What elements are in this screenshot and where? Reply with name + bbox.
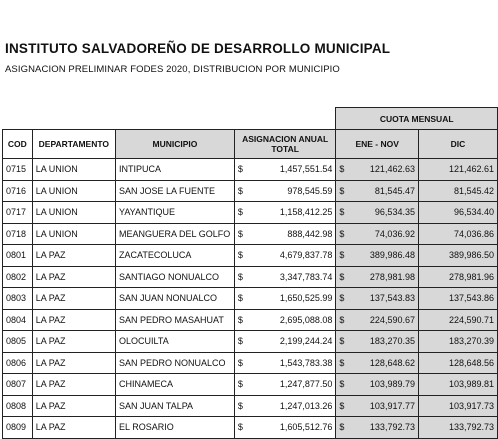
currency-symbol: $ (237, 314, 243, 325)
currency-symbol: $ (339, 357, 345, 368)
currency-symbol: $ (237, 228, 243, 239)
cell-municipio: CHINAMECA (116, 374, 235, 396)
currency-symbol: $ (339, 336, 345, 347)
table-row (3, 352, 498, 374)
cell-anual: 888,442.98 (287, 228, 333, 239)
cell-ene-nov: 103,989.79 (369, 379, 415, 390)
currency-symbol: $ (237, 336, 243, 347)
cell-cod: 0804 (3, 309, 33, 331)
cell-departamento: LA UNION (32, 159, 115, 181)
cell-cod: 0802 (3, 266, 33, 288)
cell-departamento: LA PAZ (32, 395, 115, 417)
cell-ene-nov: 128,648.62 (369, 357, 415, 368)
cell-municipio: INTIPUCA (116, 159, 235, 181)
cell-departamento: LA UNION (32, 223, 115, 245)
fodes-table (2, 107, 498, 439)
table-row (3, 417, 498, 439)
cell-cod: 0809 (3, 417, 33, 439)
currency-symbol: $ (339, 379, 345, 390)
cell-dic: 103,989.81 (448, 379, 494, 390)
cell-departamento: LA PAZ (32, 266, 115, 288)
cell-anual: 4,679,837.78 (279, 250, 333, 261)
cell-departamento: LA PAZ (32, 288, 115, 310)
currency-symbol: $ (237, 207, 243, 218)
cell-municipio: YAYANTIQUE (116, 202, 235, 224)
cell-ene-nov: 183,270.35 (369, 336, 415, 347)
cell-dic: 128,648.56 (448, 357, 494, 368)
table-row (3, 395, 498, 417)
header-departamento: DEPARTAMENTO (32, 130, 115, 159)
currency-symbol: $ (237, 250, 243, 261)
table-row (3, 180, 498, 202)
table-row (3, 245, 498, 267)
cell-ene-nov: 74,036.92 (374, 228, 415, 239)
currency-symbol: $ (237, 422, 243, 433)
cell-municipio: ZACATECOLUCA (116, 245, 235, 267)
cell-ene-nov: 224,590.67 (369, 314, 415, 325)
cell-dic: 74,036.86 (453, 228, 494, 239)
header-ene-nov: ENE - NOV (336, 130, 419, 159)
cell-dic: 183,270.39 (448, 336, 494, 347)
currency-symbol: $ (339, 185, 345, 196)
cell-cod: 0805 (3, 331, 33, 353)
table-row (3, 288, 498, 310)
currency-symbol: $ (339, 164, 345, 175)
cell-dic: 96,534.40 (453, 207, 494, 218)
cell-cod: 0717 (3, 202, 33, 224)
cell-municipio: SANTIAGO NONUALCO (116, 266, 235, 288)
cell-dic: 121,462.61 (448, 164, 494, 175)
header-dic: DIC (418, 130, 497, 159)
cell-cod: 0806 (3, 352, 33, 374)
currency-symbol: $ (237, 357, 243, 368)
cell-cod: 0715 (3, 159, 33, 181)
cell-municipio: SAN JOSE LA FUENTE (116, 180, 235, 202)
cell-dic: 133,792.73 (448, 422, 494, 433)
table-row (3, 202, 498, 224)
currency-symbol: $ (339, 314, 345, 325)
cell-departamento: LA PAZ (32, 352, 115, 374)
cell-departamento: LA PAZ (32, 374, 115, 396)
cell-anual: 1,247,013.26 (279, 400, 333, 411)
cell-cod: 0808 (3, 395, 33, 417)
cell-anual: 1,650,525.99 (279, 293, 333, 304)
table-row (3, 266, 498, 288)
currency-symbol: $ (339, 228, 345, 239)
currency-symbol: $ (237, 164, 243, 175)
cell-departamento: LA UNION (32, 180, 115, 202)
currency-symbol: $ (237, 400, 243, 411)
cell-anual: 2,695,088.08 (279, 314, 333, 325)
cell-cod: 0718 (3, 223, 33, 245)
table-row (3, 159, 498, 181)
cell-ene-nov: 96,534.35 (374, 207, 415, 218)
table-row (3, 331, 498, 353)
cell-anual: 3,347,783.74 (279, 271, 333, 282)
cell-dic: 224,590.71 (448, 314, 494, 325)
cell-municipio: OLOCUILTA (116, 331, 235, 353)
cell-anual: 1,543,783.38 (279, 357, 333, 368)
header-municipio: MUNICIPIO (116, 130, 235, 159)
cell-dic: 81,545.42 (453, 185, 494, 196)
currency-symbol: $ (339, 422, 345, 433)
cell-ene-nov: 81,545.47 (374, 185, 415, 196)
header-asignacion: ASIGNACION ANUAL TOTAL (234, 130, 335, 159)
cell-anual: 978,545.59 (287, 185, 333, 196)
cell-municipio: EL ROSARIO (116, 417, 235, 439)
currency-symbol: $ (339, 293, 345, 304)
cell-ene-nov: 103,917.77 (369, 400, 415, 411)
currency-symbol: $ (339, 400, 345, 411)
table-row (3, 374, 498, 396)
currency-symbol: $ (237, 185, 243, 196)
cell-ene-nov: 121,462.63 (369, 164, 415, 175)
cell-dic: 278,981.96 (448, 271, 494, 282)
table-row (3, 309, 498, 331)
cell-municipio: MEANGUERA DEL GOLFO (116, 223, 235, 245)
document-title: INSTITUTO SALVADOREÑO DE DESARROLLO MUNICIPAL (5, 41, 391, 56)
cell-municipio: SAN JUAN NONUALCO (116, 288, 235, 310)
cell-anual: 1,457,551.54 (279, 164, 333, 175)
cell-departamento: LA PAZ (32, 245, 115, 267)
cell-ene-nov: 389,986.48 (369, 250, 415, 261)
cell-cod: 0716 (3, 180, 33, 202)
currency-symbol: $ (339, 207, 345, 218)
cell-ene-nov: 137,543.83 (369, 293, 415, 304)
cell-municipio: SAN PEDRO NONUALCO (116, 352, 235, 374)
cell-cod: 0807 (3, 374, 33, 396)
currency-symbol: $ (237, 271, 243, 282)
table-row (3, 223, 498, 245)
cell-municipio: SAN JUAN TALPA (116, 395, 235, 417)
currency-symbol: $ (237, 293, 243, 304)
cell-ene-nov: 278,981.98 (369, 271, 415, 282)
cell-departamento: LA PAZ (32, 331, 115, 353)
cell-departamento: LA PAZ (32, 309, 115, 331)
header-cod: COD (3, 130, 33, 159)
cell-cod: 0801 (3, 245, 33, 267)
currency-symbol: $ (339, 271, 345, 282)
cell-anual: 1,247,877.50 (279, 379, 333, 390)
cell-dic: 389,986.50 (448, 250, 494, 261)
cell-cod: 0803 (3, 288, 33, 310)
cell-dic: 103,917.73 (448, 400, 494, 411)
currency-symbol: $ (237, 379, 243, 390)
cell-anual: 1,605,512.76 (279, 422, 333, 433)
cuota-mensual-header: CUOTA MENSUAL (336, 108, 498, 130)
cell-ene-nov: 133,792.73 (369, 422, 415, 433)
cell-dic: 137,543.86 (448, 293, 494, 304)
document-subtitle: ASIGNACION PRELIMINAR FODES 2020, DISTRIBUCION POR MUNICIPIO (5, 64, 340, 75)
cell-municipio: SAN PEDRO MASAHUAT (116, 309, 235, 331)
cell-departamento: LA PAZ (32, 417, 115, 439)
cell-anual: 2,199,244.24 (279, 336, 333, 347)
cell-departamento: LA UNION (32, 202, 115, 224)
currency-symbol: $ (339, 250, 345, 261)
cell-anual: 1,158,412.25 (279, 207, 333, 218)
